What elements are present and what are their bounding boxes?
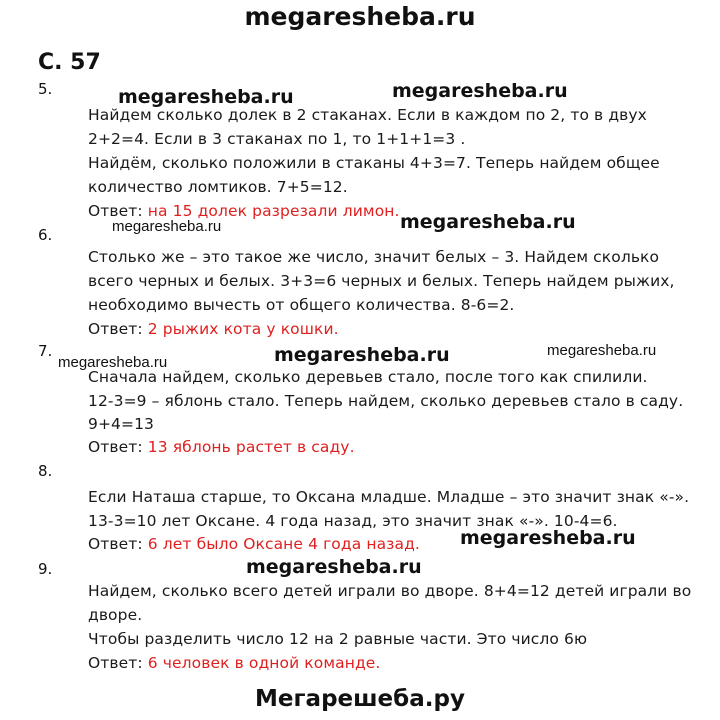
watermark: megaresheba.ru (547, 342, 657, 359)
task-number: 9. (38, 560, 53, 578)
watermark: megaresheba.ru (274, 344, 450, 366)
task-number: 8. (38, 462, 53, 480)
answer-label: Ответ: (88, 438, 143, 456)
task-text-line: Найдём, сколько положили в стаканы 4+3=7. Теперь найдем общее (88, 154, 660, 172)
answer-text: 13 яблонь растет в саду. (147, 438, 355, 456)
task-text-line: Столько же – это такое же число, значит белых – 3. Найдем сколько (88, 248, 660, 266)
watermark: megaresheba.ru (400, 211, 576, 233)
task-text-line: Чтобы разделить число 12 на 2 равные части. Это число 6ю (88, 630, 588, 648)
page-number: С. 57 (38, 50, 101, 75)
task-number: 5. (38, 80, 53, 98)
task-text-line: дворе. (88, 606, 143, 624)
answer-line (88, 654, 380, 672)
site-footer: Мегарешеба.ру (255, 686, 465, 712)
answer-label: Ответ: (88, 202, 143, 220)
task-text-line: 13-3=10 лет Оксане. 4 года назад, это значит знак «-». 10-4=6. (88, 512, 618, 530)
watermark: megaresheba.ru (460, 527, 636, 549)
task-text-line: Найдем сколько долек в 2 стаканах. Если в каждом по 2, то в двух (88, 106, 647, 124)
answer-text: 6 человек в одной команде. (147, 654, 381, 672)
answer-text: 6 лет было Оксане 4 года назад. (147, 535, 420, 553)
task-text-line: количество ломтиков. 7+5=12. (88, 178, 348, 196)
answer-label: Ответ: (88, 320, 143, 338)
answer-line (88, 320, 339, 338)
task-number: 7. (38, 342, 53, 360)
watermark: megaresheba.ru (246, 556, 422, 578)
task-text-line: 9+4=13 (88, 415, 155, 433)
answer-line (88, 438, 355, 456)
task-text-line: необходимо вычесть от общего количества. 8-6=2. (88, 296, 515, 314)
site-header: megaresheba.ru (244, 2, 476, 31)
watermark: megaresheba.ru (392, 80, 568, 102)
task-text-line: 12-3=9 – яблонь стало. Теперь найдем, сколько деревьев стало в саду. (88, 392, 684, 410)
answer-text: на 15 долек разрезали лимон. (147, 202, 400, 220)
answer-line (88, 535, 420, 553)
task-text-line: Найдем, сколько всего детей играли во дворе. 8+4=12 детей играли во (88, 582, 692, 600)
task-number: 6. (38, 226, 53, 244)
task-text-line: 2+2=4. Если в 3 стаканах по 1, то 1+1+1=3 . (88, 130, 466, 148)
task-text-line: Сначала найдем, сколько деревьев стало, после того как спилили. (88, 368, 648, 386)
watermark: megaresheba.ru (112, 218, 222, 235)
answer-line (88, 202, 400, 220)
answer-text: 2 рыжих кота у кошки. (147, 320, 339, 338)
answer-label: Ответ: (88, 535, 143, 553)
task-text-line: всего черных и белых. 3+3=6 черных и белых. Теперь найдем рыжих, (88, 272, 675, 290)
answer-label: Ответ: (88, 654, 143, 672)
task-text-line: Если Наташа старше, то Оксана младше. Младше – это значит знак «-». (88, 488, 690, 506)
watermark: megaresheba.ru (58, 354, 168, 371)
watermark: megaresheba.ru (118, 86, 294, 108)
